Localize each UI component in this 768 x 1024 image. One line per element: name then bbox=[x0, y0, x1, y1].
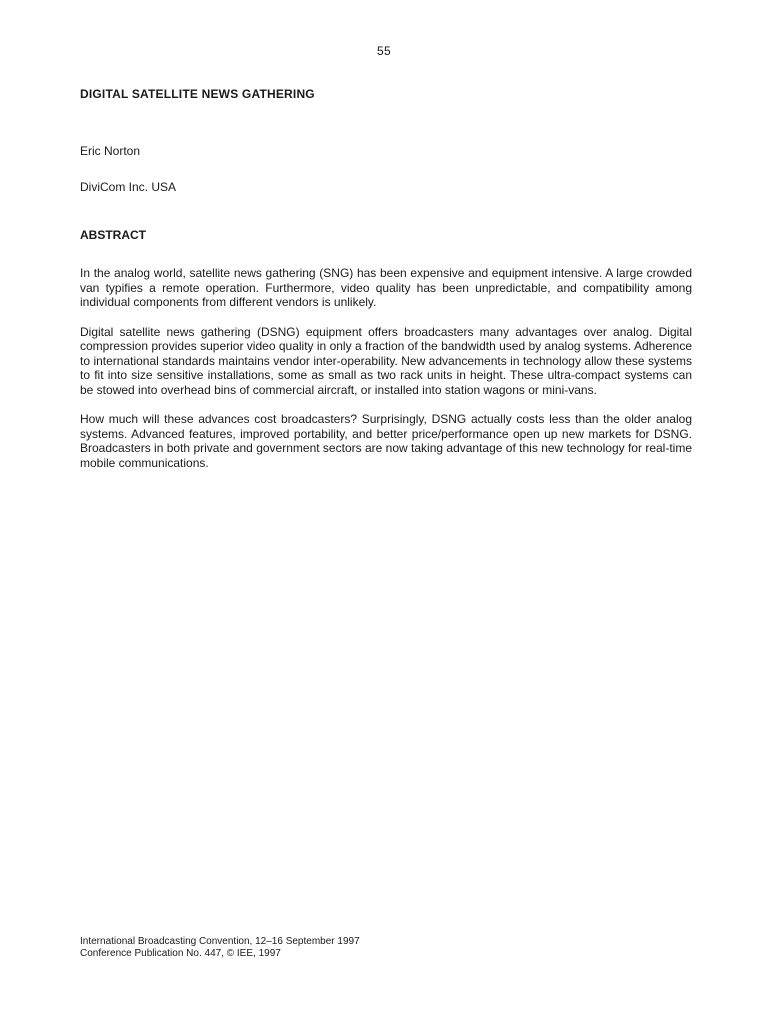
abstract-paragraph-1: In the analog world, satellite news gathering (SNG) has been expensive and equipment intensive. A large crowded van typifies a remote operation. Furthermore, video quality has been unpredictable, and compatibility among individual components from different vendors is unlikely. bbox=[80, 266, 692, 309]
page-number: 55 bbox=[377, 44, 391, 58]
author-name: Eric Norton bbox=[80, 144, 141, 158]
abstract-body bbox=[80, 266, 692, 485]
abstract-heading: ABSTRACT bbox=[80, 228, 146, 242]
abstract-paragraph-2: Digital satellite news gathering (DSNG) equipment offers broadcasters many advantages over analog. Digital compression provides superior video quality in only a fraction of the bandwidth used by analog systems. Adherence to international standards maintains vendor inter-operability. New advancements in technology allow these systems to fit into size sensitive installations, some as small as two rack units in height. These ultra-compact systems can be stowed into overhead bins of commercial aircraft, or installed into station wagons or mini-vans. bbox=[80, 324, 692, 397]
abstract-paragraph-3: How much will these advances cost broadcasters? Surprisingly, DSNG actually costs less than the older analog systems. Advanced features, improved portability, and better price/performance open up new markets for DSNG. Broadcasters in both private and government sectors are now taking advantage of this new technology for real-time mobile communications. bbox=[80, 412, 692, 470]
footer-conference-line: International Broadcasting Convention, 12–16 September 1997 bbox=[80, 936, 360, 947]
paper-title: DIGITAL SATELLITE NEWS GATHERING bbox=[80, 87, 315, 101]
footer-publication-line: Conference Publication No. 447, © IEE, 1997 bbox=[80, 947, 281, 959]
publication-footer bbox=[80, 936, 360, 959]
author-affiliation: DiviCom Inc. USA bbox=[80, 180, 177, 194]
